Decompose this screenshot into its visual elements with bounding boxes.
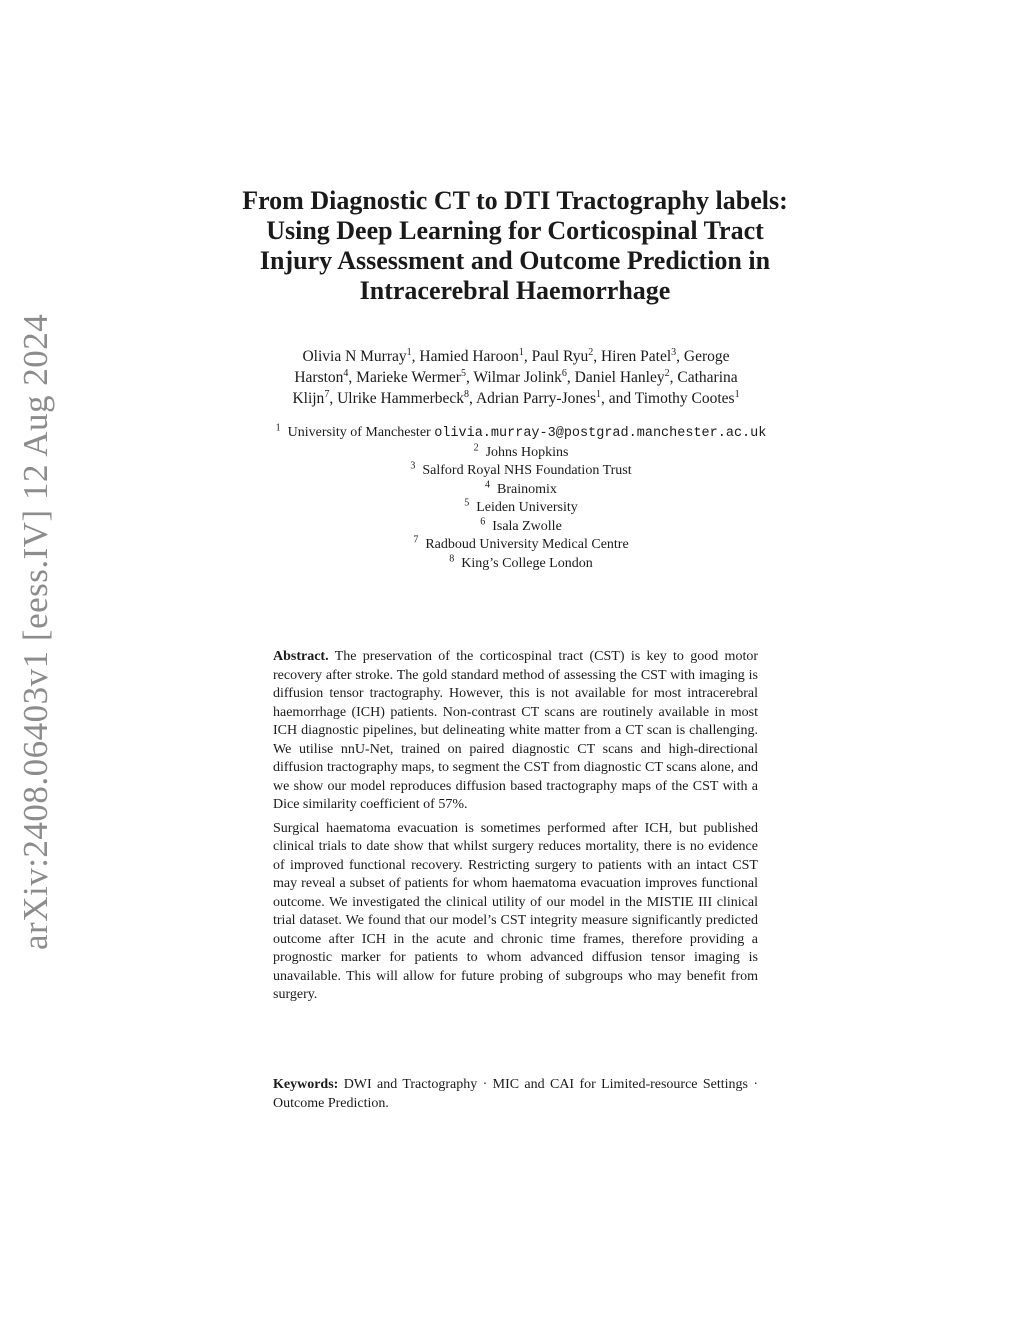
author-name: Marieke Wermer [356,369,461,386]
email-link[interactable]: olivia.murray-3@postgrad.manchester.ac.uk [434,426,767,441]
author-affil-mark: 2 [664,367,670,379]
author-affil-mark: 1 [406,346,412,358]
author-name: Adrian Parry-Jones [475,390,597,407]
abstract-text: The preservation of the corticospinal tract (CST) is key to good motor recovery after stroke. The gold standard method of assessing the CST with imaging is diffusion tensor tractography. However, this is not available for most intracerebral haemorrhage (ICH) patients. Non-contrast CT scans are routinely available in most ICH diagnostic pipelines, but delineating white matter from a CT scan is challenging. We utilise nnU-Net, trained on paired diagnostic CT scans and high-directional diffusion tractography maps, to segment the CST from diagnostic CT scans alone, and we show our model reproduces diffusion based tractography maps of the CST with a Dice similarity coefficient of 57%. [273,649,758,812]
author-name: Hamied Haroon [419,348,519,365]
author-affil-mark: 6 [561,367,567,379]
author-affil-mark: 1 [596,388,602,400]
affiliation: $^3$ Salford Royal NHS Foundation Trust [410,460,632,478]
affiliation: $^7$ Radboud University Medical Centre [413,534,629,552]
affiliation: $^2$ Johns Hopkins [473,441,569,460]
keywords-text: DWI and Tractography · MIC and CAI for Limited-resource Settings · Outcome Prediction. [273,1077,758,1111]
author-name: Ulrike Hammerbeck [337,390,465,407]
author-affil-mark: 1 [518,346,524,358]
abstract [273,648,758,1010]
author-affil-mark: 8 [464,388,470,400]
author-name: Hiren Patel [600,348,672,365]
keywords [273,1076,758,1113]
affiliation: $^4$ Brainomix [485,478,557,497]
keywords-label: Keywords: [273,1077,339,1092]
affiliation: $^8$ King’s College London [449,552,593,571]
abstract-paragraph: Surgical haematoma evacuation is sometimes performed after ICH, but published clinical trials to date show that whilst surgery reduces mortality, there is no evidence of improved functional recovery. Restricting surgery to patients with an intact CST may reveal a subset of patients for whom haematoma evacuation improves functional outcome. We investigated the clinical utility of our model in the MISTIE III clinical trial dataset. We found that our model’s CST integrity measure significantly predicted outcome after ICH in the acute and chronic time frames, therefore providing a prognostic marker for patients to whom advanced diffusion tensor imaging is unavailable. This will allow for future probing of subgroups who may benefit from surgery. [273,820,758,1002]
paper-title [200,186,830,306]
affiliation-list [236,424,806,573]
affiliation: $^1$ University of Manchester olivia.murray-3@postgrad.manchester.ac.uk [275,422,767,441]
title-line: Injury Assessment and Outcome Prediction in [259,246,771,275]
title-line: From Diagnostic CT to DTI Tractography labels: [242,186,788,215]
arxiv-stamp: arXiv:2408.06403v1 [eess.IV] 12 Aug 2024 [16,313,55,950]
abstract-paragraph [273,648,758,815]
author-affil-mark: 7 [324,388,330,400]
author-name: Timothy Cootes [634,390,735,407]
affiliation: $^6$ Isala Zwolle [480,515,562,534]
title-line: Intracerebral Haemorrhage [359,276,671,305]
author-affil-mark: 3 [671,346,677,358]
title-line: Using Deep Learning for Corticospinal Tract [266,216,764,245]
author-affil-mark: 2 [588,346,594,358]
author-list: Olivia N Murray$^1$, Hamied Haroon$^1$, Paul Ryu$^2$, Hiren Patel$^3$, Geroge Harston$^4$, Marieke Wermer$^5$, Wilmar Jolink$^6$, Daniel Hanley$^2$, Catharina Klijn$^7$, Ulrike Hammerbeck$^8$, Adrian Parry-Jones$^1$, and Timothy Cootes$^1$ [292,346,740,407]
abstract-label: Abstract. [273,649,329,664]
author-name: Olivia N Murray [302,348,407,365]
author-affil-mark: 1 [734,388,740,400]
author-name: Wilmar Jolink [473,369,562,386]
author-name: Daniel Hanley [574,369,665,386]
author-affil-mark: 4 [343,367,349,379]
affiliation: $^5$ Leiden University [464,497,578,515]
author-affil-mark: 5 [460,367,466,379]
author-name: Paul Ryu [531,348,589,365]
